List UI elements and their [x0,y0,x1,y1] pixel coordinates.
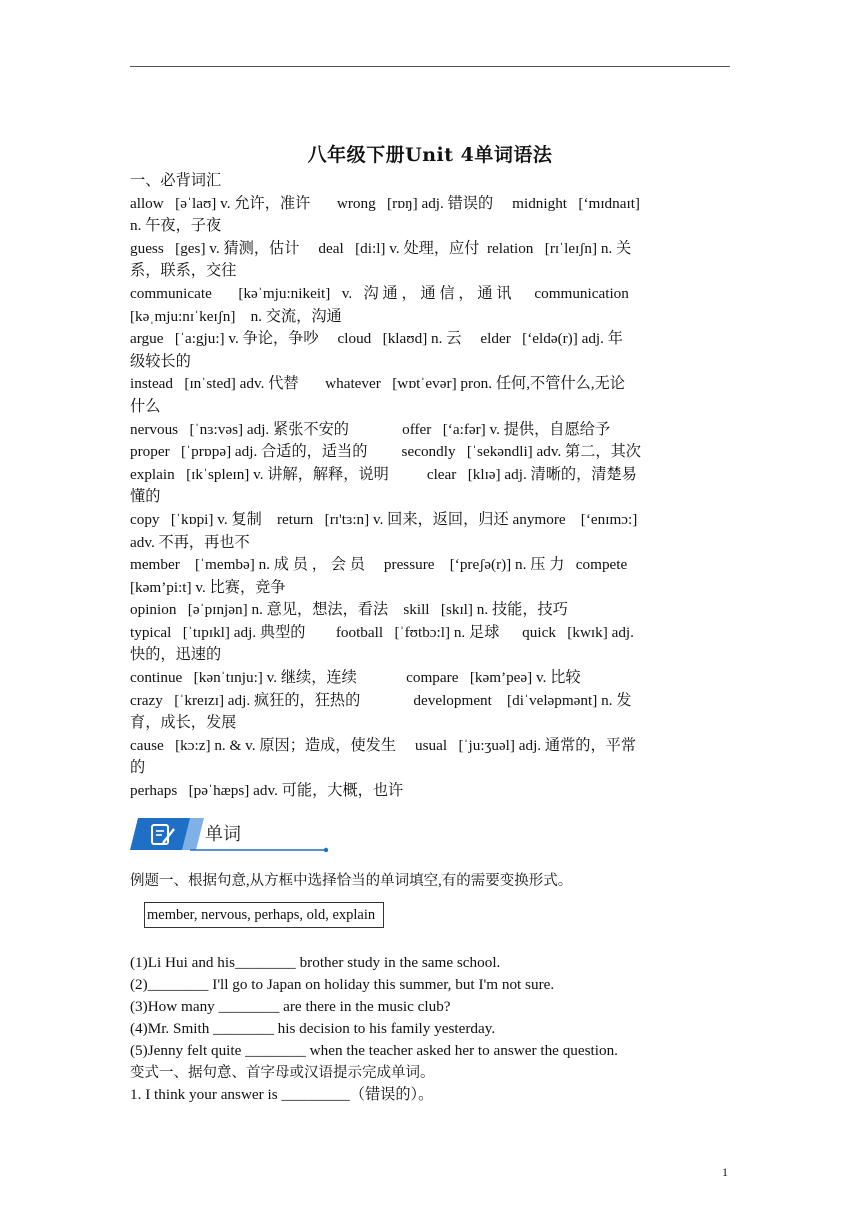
vocabulary-section [130,170,730,803]
vocab-line: cause [kɔ:z] n. & v. 原因；造成，使发生 usual [ˈju:ʒuəl] adj. 通常的，平常 [130,736,637,754]
vocab-line: instead [ɪnˈsted] adv. 代替 whatever [wɒtˈevər] pron. 任何,不管什么,无论 [130,375,625,393]
vocab-line: 级较长的 [130,352,191,370]
page-title: 八年级下册Unit 4单词语法 [307,144,553,166]
vocab-line: perhaps [pəˈhæps] adv. 可能，大概，也许 [130,782,404,800]
vocab-line: 育，成长，发展 [130,714,237,732]
vocab-line: crazy [ˈkreɪzɪ] adj. 疯狂的，狂热的 development [diˈveləpmənt] n. 发 [130,691,632,709]
question-item: (2)________ I'll go to Japan on holiday this summer, but I'm not sure. [130,976,555,993]
variant-question: 1. I think your answer is _________（错误的）。 [130,1086,434,1103]
vocab-line: adv. 不再，再也不 [130,533,250,551]
page-number: 1 [722,1165,728,1179]
vocab-line: 系，联系，交往 [130,262,237,280]
vocab-line: allow [əˈlaʊ] v. 允许，准许 wrong [rɒŋ] adj. 错误的 midnight [‘mɪdnaɪt] [130,194,640,212]
vocab-line: opinion [əˈpɪnjən] n. 意见，想法，看法 skill [skɪl] n. 技能，技巧 [130,601,568,619]
vocab-line: [kəˌmju:nɪˈkeɪʃn] n. 交流，沟通 [130,307,342,325]
vocab-line: member [ˈmembə] n. 成 员 ， 会 员 pressure [‘preʃə(r)] n. 压 力 compete [130,556,628,574]
vocab-line: n. 午夜，子夜 [130,217,222,235]
vocab-line: 什么 [130,397,161,415]
example-intro: 例题一、根据句意,从方框中选择恰当的单词填空,有的需要变换形式。 [130,873,573,889]
vocab-line: 快的，迅速的 [130,646,222,664]
vocab-line: [kəm’pi:t] v. 比赛，竞争 [130,578,286,596]
vocab-line: typical [ˈtɪpɪkl] adj. 典型的 football [ˈfʊtbɔ:l] n. 足球 quick [kwɪk] adj. [130,623,634,641]
question-item: (4)Mr. Smith ________ his decision to his family yesterday. [130,1020,496,1037]
vocab-line: copy [ˈkɒpi] v. 复制 return [rɪ'tɜ:n] v. 回来，返回，归还 anymore [‘enɪmɔ:] [130,510,638,528]
vocab-line: explain [ɪkˈspleɪn] v. 讲解，解释，说明 clear [klɪə] adj. 清晰的，清楚易 [130,465,637,483]
vocab-line: proper [ˈprɒpə] adj. 合适的，适当的 secondly [ˈsekəndli] adv. 第二，其次 [130,443,641,461]
word-bank-box: member, nervous, perhaps, old, explain [144,902,384,928]
question-list [130,952,730,1106]
vocab-line: argue [ˈa:gju:] v. 争论，争吵 cloud [klaʊd] n. 云 elder [‘eldə(r)] adj. 年 [130,330,623,348]
section-heading: 一、必背词汇 [130,172,222,189]
exercise-section [130,870,730,1106]
variant-intro: 变式一、据句意、首字母或汉语提示完成单词。 [130,1065,435,1081]
vocab-line: 的 [130,759,146,777]
vocab-line: guess [ges] v. 猜测，估计 deal [di:l] v. 处理，应付 relation [rɪˈleɪʃn] n. 关 [130,239,632,257]
question-item: (3)How many ________ are there in the music club? [130,998,451,1015]
question-item: (5)Jenny felt quite ________ when the teacher asked her to answer the question. [130,1042,618,1059]
vocab-line: 懂的 [130,488,161,506]
question-item: (1)Li Hui and his________ brother study in the same school. [130,954,501,971]
header-rule [130,66,730,67]
vocab-line: nervous [ˈnɜ:vəs] adj. 紧张不安的 offer [‘a:fər] v. 提供，自愿给予 [130,420,611,438]
banner-dot [324,848,328,852]
vocab-line: continue [kənˈtɪnju:] v. 继续，连续 compare [kəm’peə] v. 比较 [130,669,581,687]
vocab-line: communicate [kəˈmju:nikeit] v. 沟 通 ， 通 信 ， 通 讯 communication [130,284,629,302]
banner-label: 单词 [205,824,241,845]
